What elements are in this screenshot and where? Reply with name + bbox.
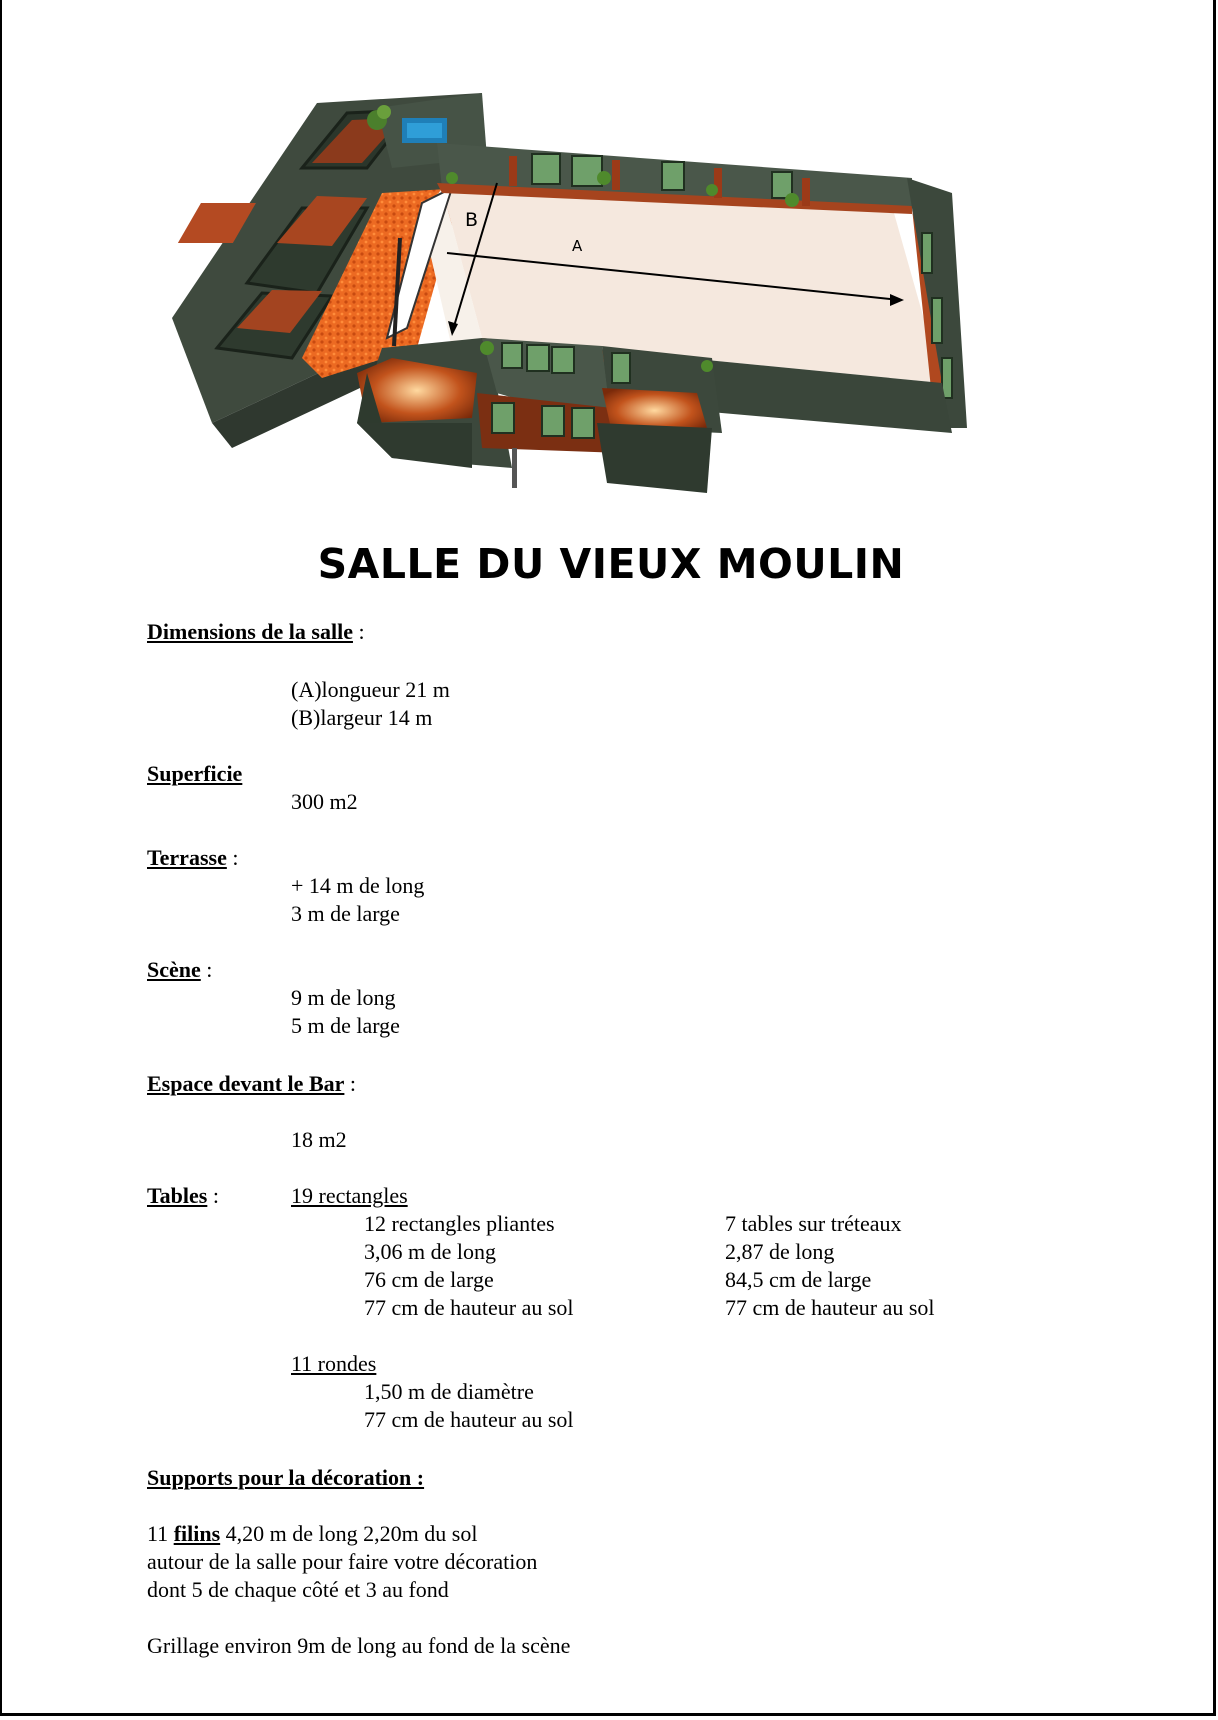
superficie-heading-text: Superficie (147, 761, 243, 786)
pliantes-label: 12 rectangles pliantes (364, 1211, 555, 1236)
dimensions-heading-text: Dimensions de la salle (147, 619, 353, 644)
tables-heading-suffix: : (207, 1183, 219, 1208)
pliantes-width: 76 cm de large (364, 1267, 494, 1292)
scene-length: 9 m de long (291, 985, 396, 1010)
dimension-width: (B)largeur 14 m (291, 705, 433, 730)
terrasse-width: 3 m de large (291, 901, 400, 926)
scene-heading-text: Scène (147, 957, 201, 982)
tables-rondes-title: 11 rondes (291, 1351, 377, 1376)
treteaux-length: 2,87 de long (725, 1239, 835, 1264)
superficie-value: 300 m2 (291, 789, 358, 814)
dimensions-heading-suffix: : (352, 619, 365, 644)
section-scene-heading (147, 956, 212, 984)
terrasse-length: + 14 m de long (291, 873, 425, 898)
terrasse-heading-text: Terrasse (147, 845, 227, 870)
rondes-height: 77 cm de hauteur au sol (364, 1407, 574, 1432)
supports-line-2: autour de la salle pour faire votre décoration (147, 1549, 538, 1574)
treteaux-height: 77 cm de hauteur au sol (725, 1295, 935, 1320)
treteaux-width: 84,5 cm de large (725, 1267, 872, 1292)
section-bar-heading (147, 1070, 356, 1098)
tables-rectangles-title: 19 rectangles (291, 1183, 408, 1208)
page-title: SALLE DU VIEUX MOULIN (317, 540, 905, 588)
terrasse-heading-suffix: : (226, 845, 239, 870)
supports-heading-text: Supports pour la décoration : (147, 1465, 425, 1490)
section-supports-heading (147, 1464, 424, 1492)
scene-heading-suffix: : (200, 957, 213, 982)
dimension-label-b: B (465, 209, 479, 231)
bar-heading-text: Espace devant le Bar (147, 1071, 345, 1096)
section-terrasse-heading (147, 844, 238, 872)
section-dimensions-heading (147, 618, 365, 646)
supports-count: 11 (147, 1521, 174, 1546)
pliantes-height: 77 cm de hauteur au sol (364, 1295, 574, 1320)
tables-heading-text: Tables (147, 1183, 208, 1208)
supports-line-1 (147, 1520, 477, 1548)
scene-width: 5 m de large (291, 1013, 400, 1038)
pliantes-length: 3,06 m de long (364, 1239, 496, 1264)
dimension-label-a: A (572, 237, 583, 255)
supports-grillage: Grillage environ 9m de long au fond de la scène (147, 1633, 571, 1658)
bar-heading-suffix: : (344, 1071, 357, 1096)
section-tables-heading (147, 1182, 219, 1210)
supports-filins: filins (173, 1521, 221, 1546)
supports-line-1-rest: 4,20 m de long 2,20m du sol (220, 1521, 478, 1546)
dimension-length: (A)longueur 21 m (291, 677, 450, 702)
bar-area-value: 18 m2 (291, 1127, 347, 1152)
supports-line-3: dont 5 de chaque côté et 3 au fond (147, 1577, 449, 1602)
rondes-diameter: 1,50 m de diamètre (364, 1379, 534, 1404)
treteaux-label: 7 tables sur tréteaux (725, 1211, 902, 1236)
section-superficie-heading (147, 760, 242, 788)
room-plan-drawing (152, 28, 1052, 538)
room-3d-plan-illustration (152, 28, 1052, 538)
